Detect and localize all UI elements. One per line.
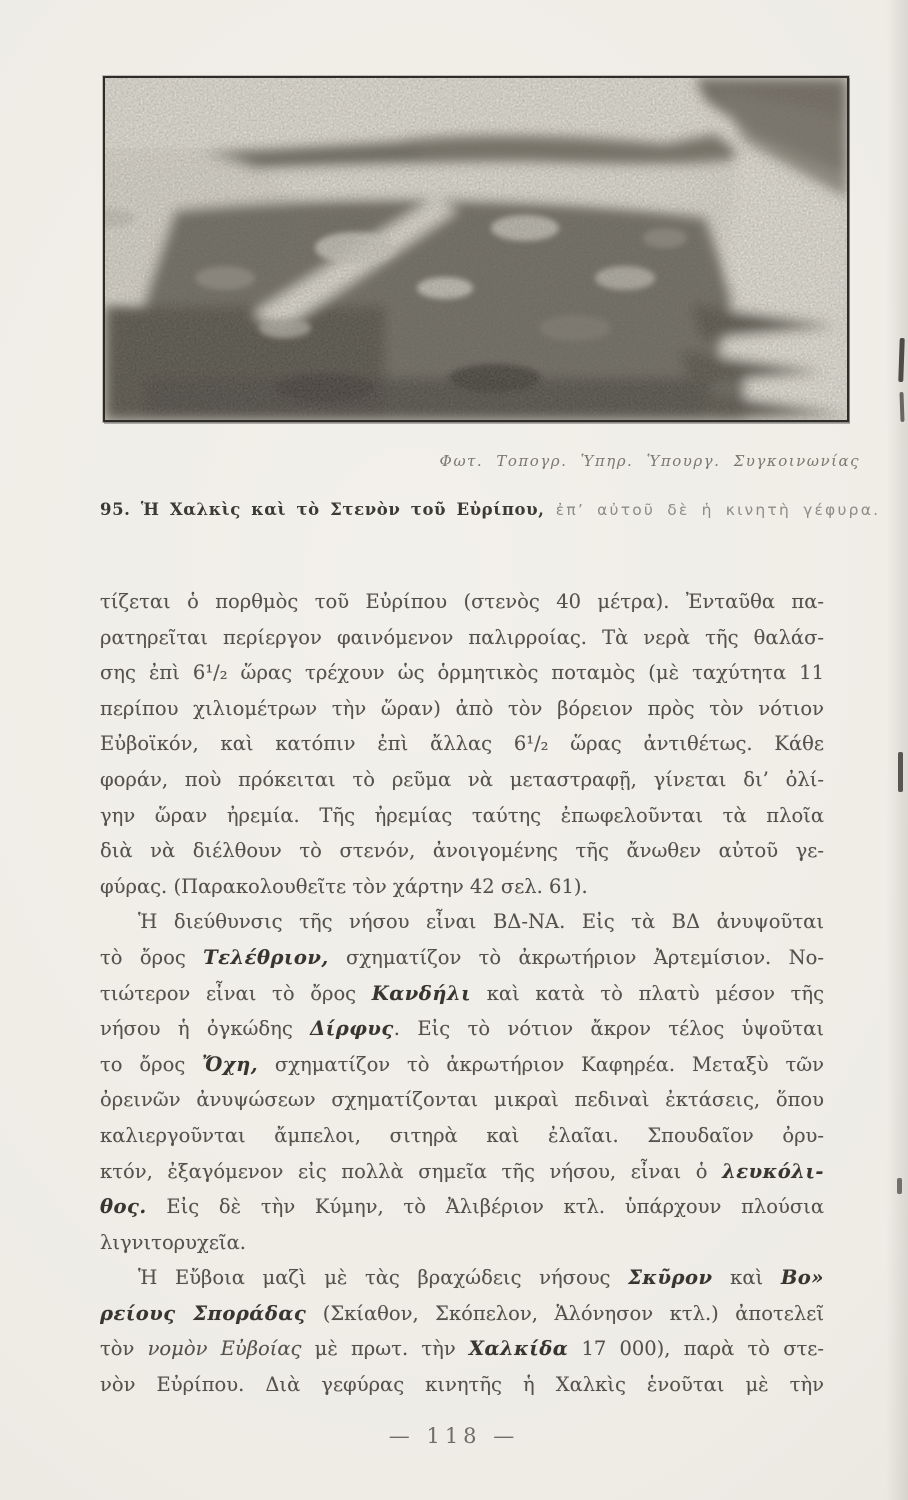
text-line: φοράν, ποὺ πρόκειται τὸ ρεῦμα νὰ μεταστραφῇ, γίνεται δι’ ὀλί- [100, 767, 824, 791]
body-text [100, 584, 824, 1403]
scan-artifact [897, 1178, 902, 1194]
text-line: τὸν νομὸν Εὐβοίας μὲ πρωτ. τὴν Χαλκίδα 17 000), παρὰ τὸ στε- [100, 1337, 824, 1361]
figure-caption-subtitle: ἐπ’ αὐτοῦ δὲ ἡ κινητὴ γέφυρα. [555, 501, 881, 519]
text-line: τίζεται ὁ πορθμὸς τοῦ Εὐρίπου (στενὸς 40 μέτρα). Ἐνταῦθα πα- [100, 590, 824, 613]
scan-artifact [898, 752, 903, 792]
text-line: περίπου χιλιομέτρων τὴν ὥραν) ἀπὸ τὸν βόρειον πρὸς τὸν νότιον [100, 696, 824, 720]
text-line: ρατηρεῖται περίεργον φαινόμενον παλιρροίας. Τὰ νερὰ τῆς θαλάσ- [100, 625, 824, 649]
text-line: γην ὥραν ἠρεμία. Τῆς ἠρεμίας ταύτης ἐπωφελοῦνται τὰ πλοῖα [100, 803, 824, 827]
text-line: θος. Εἰς δὲ τὴν Κύμην, τὸ Ἀλιβέριον κτλ. ὑπάρχουν πλούσια [100, 1195, 824, 1219]
text-line: καλιεργοῦνται ἄμπελοι, σιτηρὰ καὶ ἐλαῖαι. Σπουδαῖον ὀρυ- [100, 1123, 824, 1147]
text-line: νήσου ἡ ὀγκώδης Δίρφυς. Εἰς τὸ νότιον ἄκρον τέλος ὑψοῦται [100, 1017, 824, 1041]
text-line: φύρας. (Παρακολουθεῖτε τὸν χάρτην 42 σελ. 61). [100, 874, 588, 898]
text-line: το ὄρος Ὄχη, σχηματίζον τὸ ἀκρωτήριον Καφηρέα. Μεταξὺ τῶν [100, 1052, 824, 1076]
text-line: λιγνιτορυχεῖα. [100, 1230, 246, 1254]
text-line: ρείους Σποράδας (Σκίαθον, Σκόπελον, Ἁλόνησον κτλ.) ἀποτελεῖ [100, 1301, 824, 1325]
text-line: τὸ ὄρος Τελέθριον, σχηματίζον τὸ ἀκρωτήριον Ἀρτεμίσιον. Νο- [100, 945, 824, 969]
figure-caption [100, 500, 881, 519]
text-line: τιώτερον εἶναι τὸ ὄρος Κανδήλι καὶ κατὰ τὸ πλατὺ μέσον τῆς [100, 981, 824, 1005]
halftone-photo-graphic [105, 78, 847, 420]
photo-credit: Φωτ. Τοπογρ. Ὑπηρ. Ὑπουργ. Συγκοινωνίας [439, 452, 860, 470]
text-line: Εὐβοϊκόν, καὶ κατόπιν ἐπὶ ἄλλας 6¹/₂ ὥρας ἀντιθέτως. Κάθε [100, 732, 824, 756]
page-edge-shade [886, 0, 908, 1500]
text-line: Ἡ Εὔβοια μαζὶ μὲ τὰς βραχώδεις νήσους Σκῦρον καὶ Βο» [138, 1266, 824, 1290]
page-number: — 118 — [388, 1424, 520, 1448]
text-line: Ἡ διεύθυνσις τῆς νήσου εἶναι ΒΔ-ΝΑ. Εἰς τὰ ΒΔ ἀνυψοῦται [138, 910, 824, 934]
text-line: νὸν Εὐρίπου. Διὰ γεφύρας κινητῆς ἡ Χαλκὶς ἑνοῦται μὲ τὴν [100, 1373, 824, 1397]
figure-photo [103, 76, 849, 422]
text-line: σης ἐπὶ 6¹/₂ ὥρας τρέχουν ὡς ὁρμητικὸς ποταμὸς (μὲ ταχύτητα 11 [100, 661, 824, 685]
figure-caption-title: 95. Ἡ Χαλκὶς καὶ τὸ Στενὸν τοῦ Εὐρίπου, [100, 500, 545, 519]
text-line: διὰ νὰ διέλθουν τὸ στενόν, ἀνοιγομένης τῆς ἄνωθεν αὐτοῦ γε- [100, 839, 824, 863]
text-line: κτόν, ἐξαγόμενον εἰς πολλὰ σημεῖα τῆς νήσου, εἶναι ὁ λευκόλι- [100, 1159, 824, 1183]
text-line: ὀρεινῶν ἀνυψώσεων σχηματίζονται μικραὶ πεδιναὶ ἐκτάσεις, ὅπου [100, 1088, 824, 1112]
